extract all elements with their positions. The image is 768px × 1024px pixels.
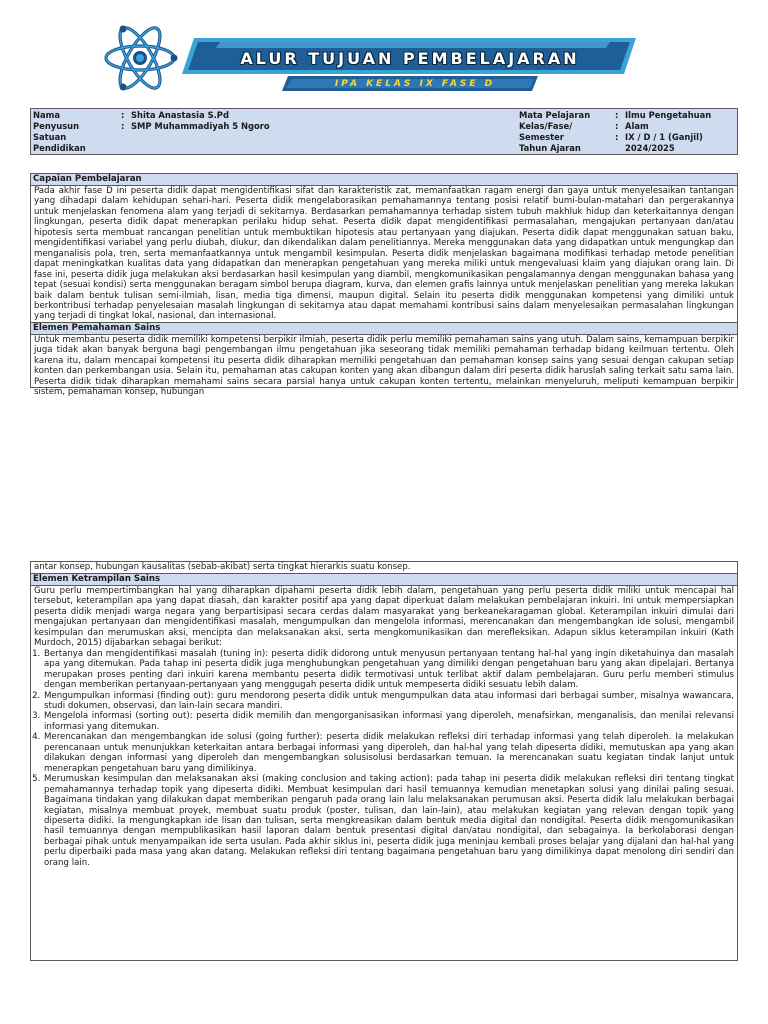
identity-value [131, 143, 431, 154]
identity-label: Nama [33, 110, 61, 120]
section-heading-pemahaman: Elemen Pemahaman Sains [31, 322, 737, 335]
page-subtitle: IPA KELAS IX FASE D [334, 79, 496, 89]
capaian-text: Pada akhir fase D ini peserta didik dapat mengidentifikasi sifat dan karakteristik zat, memanfaatkan ragam energi dan gaya untuk menyelesaikan tantangan yang dihadapi dalam kehidupan sehari-hari. Peserta didik mengelaborasikan pemahamannya tentang posisi relatif bumi-bulan-matahari dan pergerakannya untuk menjelaskan fenomena alam yang terjadi di sekitarnya. Berdasarkan pemahamannya terhadap sistem tubuh makhluk hidup dan keterkaitannya dengan lingkungan, peserta didik dapat menerapkan perilaku hidup sehat. Peserta didik dapat mengidentifikasi permasalahan, mengajukan pertanyaan dan/atau hipotesis serta membuat rancangan penelitian untuk membuktikan hipotesis atau pertanyaan yang diajukan. Peserta didik dapat menggunakan satuan baku, mengidentifikasi variabel yang perlu diubah, diukur, dan dikendalikan dalam penelitiannya. Mereka menggunakan data yang didapatkan untuk mengungkap dan menganalisis pola, tren, serta memanfaatkannya untuk mengambil kesimpulan. Peserta didik menjelaskan bagaimana modifikasi terhadap metode penelitian dapat meningkatkan kualitas data yang didapatkan dan menerapkan pengetahuan yang mereka miliki untuk mengevaluasi klaim yang diajukan orang lain. Di fase ini, peserta didik juga melakukan aksi berdasarkan hasil kesimpulan yang diambil, mengkomunikasikan pengalamannya dengan menggunakan bahasa yang tepat (sesuai kondisi) serta menggunakan beragam simbol berupa diagram, kurva, dan elemen grafis lainnya untuk menjelaskan penelitian yang mereka lakukan baik dalam bentuk tulisan semi-ilmiah, lisan, media tiga dimensi, maupun digital. Selain itu peserta didik menggunakan kompetensi yang dimiliki untuk berkontribusi terhadap penyelesaian masalah lingkungan di sekitarnya atau dapat memahami kontribusi sains dalam menyelesaikan permasalahan lingkungan yang terjadi di tingkat lokal, nasional, dan internasional. [34, 186, 734, 322]
identity-separator: : [615, 132, 619, 142]
pemahaman-text: Untuk membantu peserta didik memiliki kompetensi berpikir ilmiah, peserta didik perlu memiliki pemahaman sains yang utuh. Dalam sains, kemampuan berpikir juga tidak akan banyak berguna bagi pengembangan ilmu pengetahuan jika seseorang tidak memiliki pemahaman terhadap bidang keilmuan tertentu. Oleh karena itu, dalam mencapai kompetensi itu peserta didik diharapkan memiliki pengetahuan dan pemahaman konsep sains yang sesuai dengan cakupan setiap konten dan perkembangan usia. Selain itu, pemahaman atas cakupan konten yang akan dibangun dalam diri peserta didik haruslah saling terkait satu sama lain. Peserta didik tidak diharapkan memahami sains secara parsial hanya untuk cakupan konten tertentu, melainkan menyeluruh, meliputi kemampuan berpikir sistem, pemahaman konsep, hubungan [34, 334, 734, 398]
identity-row [519, 110, 745, 121]
list-item: 1. Bertanya dan mengidentifikasi masalah (tuning in): peserta didik didorong untuk menyusun pertanyaan tentang hal-hal yang ingin diketahuinya dan masalah apa yang ditemukan. Pada tahap ini peserta didik juga menghubungkan pengetahuan yang dimiliki dengan pengetahuan baru yang akan dipelajari. Bertanya merupakan proses penting dari inkuiri karena membantu peserta didik termotivasi untuk terlibat aktif dalam pembelajaran. Guru perlu memberi stimulus dengan memberikan pertanyaan-pertanyaan yang menggugah peserta didik untuk mempeserta didiki sesuatu lebih dalam. [43, 649, 734, 691]
identity-value: Ilmu Pengetahuan [625, 110, 712, 120]
identity-value: 2024/2025 [625, 143, 675, 153]
identity-left-column [33, 110, 431, 154]
identity-separator [121, 132, 131, 143]
pemahaman-continuation: antar konsep, hubungan kausalitas (sebab-akibat) serta tingkat hierarkis suatu konsep. [34, 562, 411, 572]
identity-separator: : [121, 110, 125, 120]
identity-row [519, 132, 745, 143]
identity-separator [121, 143, 131, 154]
section-heading-keterampilan: Elemen Ketrampilan Sains [31, 573, 737, 586]
identity-value: Alam [625, 121, 649, 131]
list-item: 4. Merencanakan dan mengembangkan ide solusi (going further): peserta didik melakukan refleksi diri terhadap informasi yang telah diperoleh. Ia melakukan perencanaan untuk menunjukkan keterkaitan antara berbagai informasi yang diperoleh, dan hal-hal yang telah dipeserta didiki, memutuskan apa yang akan dilakukan dengan informasi yang diperoleh dan mengembangkan solusisolusi berdasarkan temuan. Ia merencanakan suatu kegiatan tindak lanjut untuk menerapkan pengetahuan baru yang dimilikinya. [43, 732, 734, 774]
keterampilan-block [30, 561, 738, 961]
identity-row [33, 110, 431, 121]
identity-row [519, 121, 745, 132]
identity-separator: : [121, 121, 125, 131]
identity-label: Pendidikan [33, 143, 86, 153]
list-item: 3. Mengelola informasi (sorting out): peserta didik memilih dan mengorganisasikan informasi yang diperoleh, menafsirkan, menganalisis, dan menilai relevansi informasi yang ditemukan. [43, 711, 734, 732]
identity-label: Mata Pelajaran [519, 110, 591, 120]
identity-row [33, 121, 431, 132]
capaian-pemahaman-block [30, 173, 738, 398]
identity-value [131, 132, 431, 143]
identity-row [33, 143, 431, 154]
list-item: 5. Merumuskan kesimpulan dan melaksanakan aksi (making conclusion and taking action): pada tahap ini peserta didik melakukan refleksi diri tentang tingkat pemahamannya terhadap topik yang dipeserta didiki. Membuat kesimpulan dari hasil temuannya kemudian menetapkan solusi yang dinilai paling sesuai. Bagaimana tindakan yang dilakukan dapat memberikan pengaruh pada orang lain lalu melaksanakan perumusan aksi. Peserta didik lalu melakukan berbagai kegiatan, misalnya membuat proyek, membuat suatu produk (poster, tulisan, dan lain-lain), atau melakukan kegiatan yang relevan dengan topik yang dipeserta didiki. Ia mengungkapkan ide lisan dan tulisan, serta mengkreasikan dalam bentuk media digital dan nondigital. Peserta didik mengomunikasikan hasil temuannya dengan mempublikasikan hasil laporan dalam bentuk presentasi digital dan/atau nondigital, dan sebagainya. Ia berkolaborasi dengan berbagai pihak untuk menyampaikan ide serta usulan. Pada akhir siklus ini, peserta didik juga meninjau kembali proses belajar yang dijalani dan hal-hal yang perlu diperbaiki pada masa yang akan datang. Melakukan refleksi diri tentang bagaimana pengetahuan baru yang dimilikinya dapat menolong diri sendiri dan orang lain. [43, 774, 734, 868]
atom-icon [100, 18, 180, 98]
page-title: ALUR TUJUAN PEMBELAJARAN [240, 49, 580, 68]
identity-label: Penyusun [33, 121, 80, 131]
identity-separator [615, 143, 625, 154]
keterampilan-intro: Guru perlu mempertimbangkan hal yang diharapkan dipahami peserta didik lebih dalam, pengetahuan yang perlu peserta didik miliki untuk mencapai hal tersebut, keterampilan apa yang dapat diasah, dan karakter positif apa yang dapat diperkuat dalam melakukan pembelajaran inkuiri. Ini untuk mempersiapkan peserta didik menjadi warga negara yang berpartisipasi secara cerdas dalam masyarakat yang berkeanekaragaman global. Keterampilan inkuiri dimulai dari mengajukan pertanyaan dan mengidentifikasi masalah, mengumpulkan dan mengelola informasi, merencanakan dan mengembangkan ide solusi, mengambil kesimpulan dan merumuskan aksi, mencipta dan melaksanakan aksi, serta mengkomunikasikan dan merefleksikan. Adapun siklus keterampilan inkuiri (Kath Murdoch, 2015) dijabarkan sebagai berikut: [34, 586, 734, 649]
identity-table [30, 108, 738, 155]
identity-value: SMP Muhammadiyah 5 Ngoro [131, 121, 270, 131]
identity-value: Shita Anastasia S.Pd [131, 110, 229, 120]
identity-row [519, 143, 745, 154]
identity-separator: : [615, 121, 619, 131]
identity-label: Semester [519, 132, 564, 142]
inquiry-steps-list [31, 649, 737, 869]
identity-label: Satuan [33, 132, 67, 142]
identity-label: Tahun Ajaran [519, 143, 581, 153]
list-item: 2. Mengumpulkan informasi (finding out): guru mendorong peserta didik untuk mengumpulkan data atau informasi dari berbagai sumber, misalnya wawancara, studi dokumen, observasi, dan lain-lain secara mandiri. [43, 691, 734, 712]
section-heading-capaian: Capaian Pembelajaran [31, 174, 737, 186]
identity-label: Kelas/Fase/ [519, 121, 573, 131]
identity-separator: : [615, 110, 619, 120]
identity-right-column [519, 110, 745, 154]
page-header [0, 0, 768, 100]
identity-row [33, 132, 431, 143]
identity-value: IX / D / 1 (Ganjil) [625, 132, 703, 142]
